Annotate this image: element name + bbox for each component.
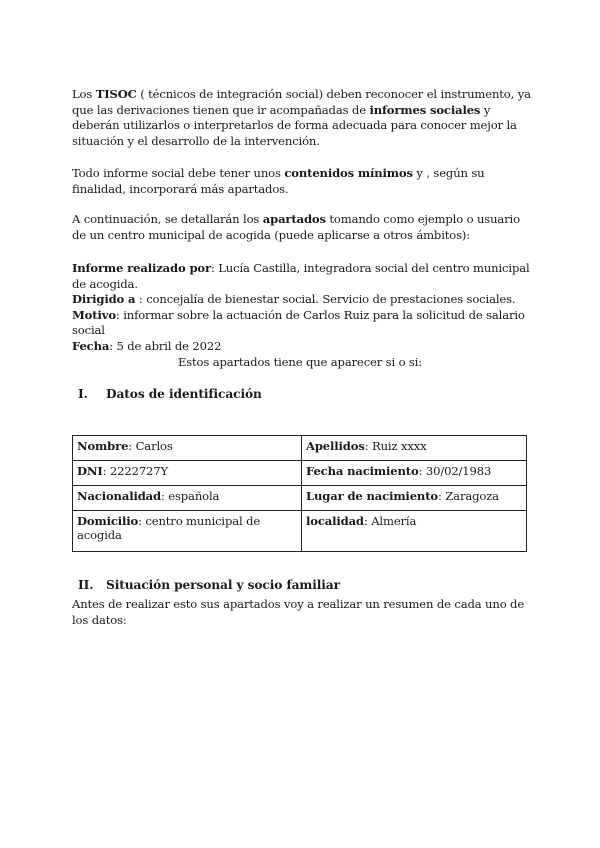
table-row: [73, 436, 527, 461]
cell-value: : Ruiz xxxx: [364, 439, 427, 453]
section-2-intro: Antes de realizar esto sus apartados voy a realizar un resumen de cada uno de los datos:: [72, 597, 525, 627]
table-cell-fecha-nacimiento: [302, 461, 527, 486]
cell-label: Fecha nacimiento: [306, 464, 419, 478]
table-cell-lugar-nacimiento: [302, 486, 527, 511]
table-row: [73, 461, 527, 486]
cell-label: Domicilio: [77, 514, 139, 528]
table-cell-domicilio: [73, 511, 302, 552]
contenidos-minimos-term: contenidos mínimos: [284, 166, 413, 180]
cell-value: : centro municipal de acogida: [77, 514, 261, 542]
table-cell-localidad: [302, 511, 527, 552]
section-title: Situación personal y socio familiar: [106, 578, 340, 592]
section-1-heading: [78, 387, 262, 401]
addressed-label: Dirigido a: [72, 292, 136, 306]
cell-value: : 2222727Y: [102, 464, 169, 478]
section-number: II.: [78, 578, 94, 592]
reason-label: Motivo: [72, 307, 116, 322]
intro-paragraph-2: [72, 166, 532, 197]
cell-value: : española: [160, 489, 220, 503]
text-run: Los: [72, 87, 96, 101]
required-sections-note: Estos apartados tiene que aparecer si o si:: [177, 355, 423, 369]
author-value: : Lucía Castilla, integradora social del centro municipal de acogida.: [72, 261, 530, 291]
cell-label: Nacionalidad: [77, 489, 161, 503]
table-cell-nacionalidad: [73, 486, 302, 511]
informes-sociales-term: informes sociales: [369, 102, 481, 117]
cell-value: : 30/02/1983: [418, 464, 492, 478]
report-date-line: [72, 339, 532, 355]
table-cell-apellidos: [302, 436, 527, 461]
text-run: y deberán utilizarlos o interpretarlos de forma adecuada para conocer mejor la situación y el desarrollo de la intervención.: [72, 102, 517, 148]
table-cell-nombre: [73, 436, 302, 461]
apartados-term: apartados: [262, 212, 326, 226]
cell-value: : Zaragoza: [437, 489, 499, 503]
text-run: A continuación, se detallarán los: [72, 212, 263, 226]
cell-label: DNI: [77, 464, 103, 478]
table-cell-dni: [73, 461, 302, 486]
identification-table: [72, 435, 527, 552]
table-row: [73, 486, 527, 511]
date-value: : 5 de abril de 2022: [109, 338, 222, 353]
intro-paragraph-3: [72, 212, 532, 243]
text-run: tomando como ejemplo o usuario de un centro municipal de acogida (puede aplicarse a otros ámbitos):: [72, 212, 520, 242]
addressed-value: : concejalía de bienestar social. Servicio de prestaciones sociales.: [135, 292, 516, 306]
author-label: Informe realizado por: [72, 261, 211, 275]
cell-label: Nombre: [77, 439, 129, 453]
text-run: Todo informe social debe tener unos: [72, 166, 285, 180]
intro-paragraph-1: [72, 87, 532, 149]
tisoc-term: TISOC: [95, 87, 137, 101]
report-addressed-line: [72, 292, 532, 308]
text-run: ( técnicos de integración social) deben reconocer el instrumento, ya que las derivaciones tienen que ir acompañadas de: [72, 87, 531, 117]
cell-label: Apellidos: [306, 439, 365, 453]
section-number: I.: [78, 387, 88, 401]
section-title: Datos de identificación: [106, 387, 262, 401]
cell-value: : Almería: [363, 514, 417, 528]
cell-label: localidad: [306, 514, 364, 528]
section-2-heading: [78, 578, 340, 592]
cell-value: : Carlos: [128, 439, 173, 453]
report-meta: [72, 261, 532, 354]
table-row: [73, 511, 527, 552]
date-label: Fecha: [72, 338, 110, 353]
text-run: y , según su finalidad, incorporará más apartados.: [72, 166, 485, 196]
cell-label: Lugar de nacimiento: [306, 489, 438, 503]
report-author-line: [72, 261, 532, 292]
reason-value: : informar sobre la actuación de Carlos Ruiz para la solicitud de salario social: [72, 307, 525, 337]
report-reason-line: [72, 308, 532, 339]
